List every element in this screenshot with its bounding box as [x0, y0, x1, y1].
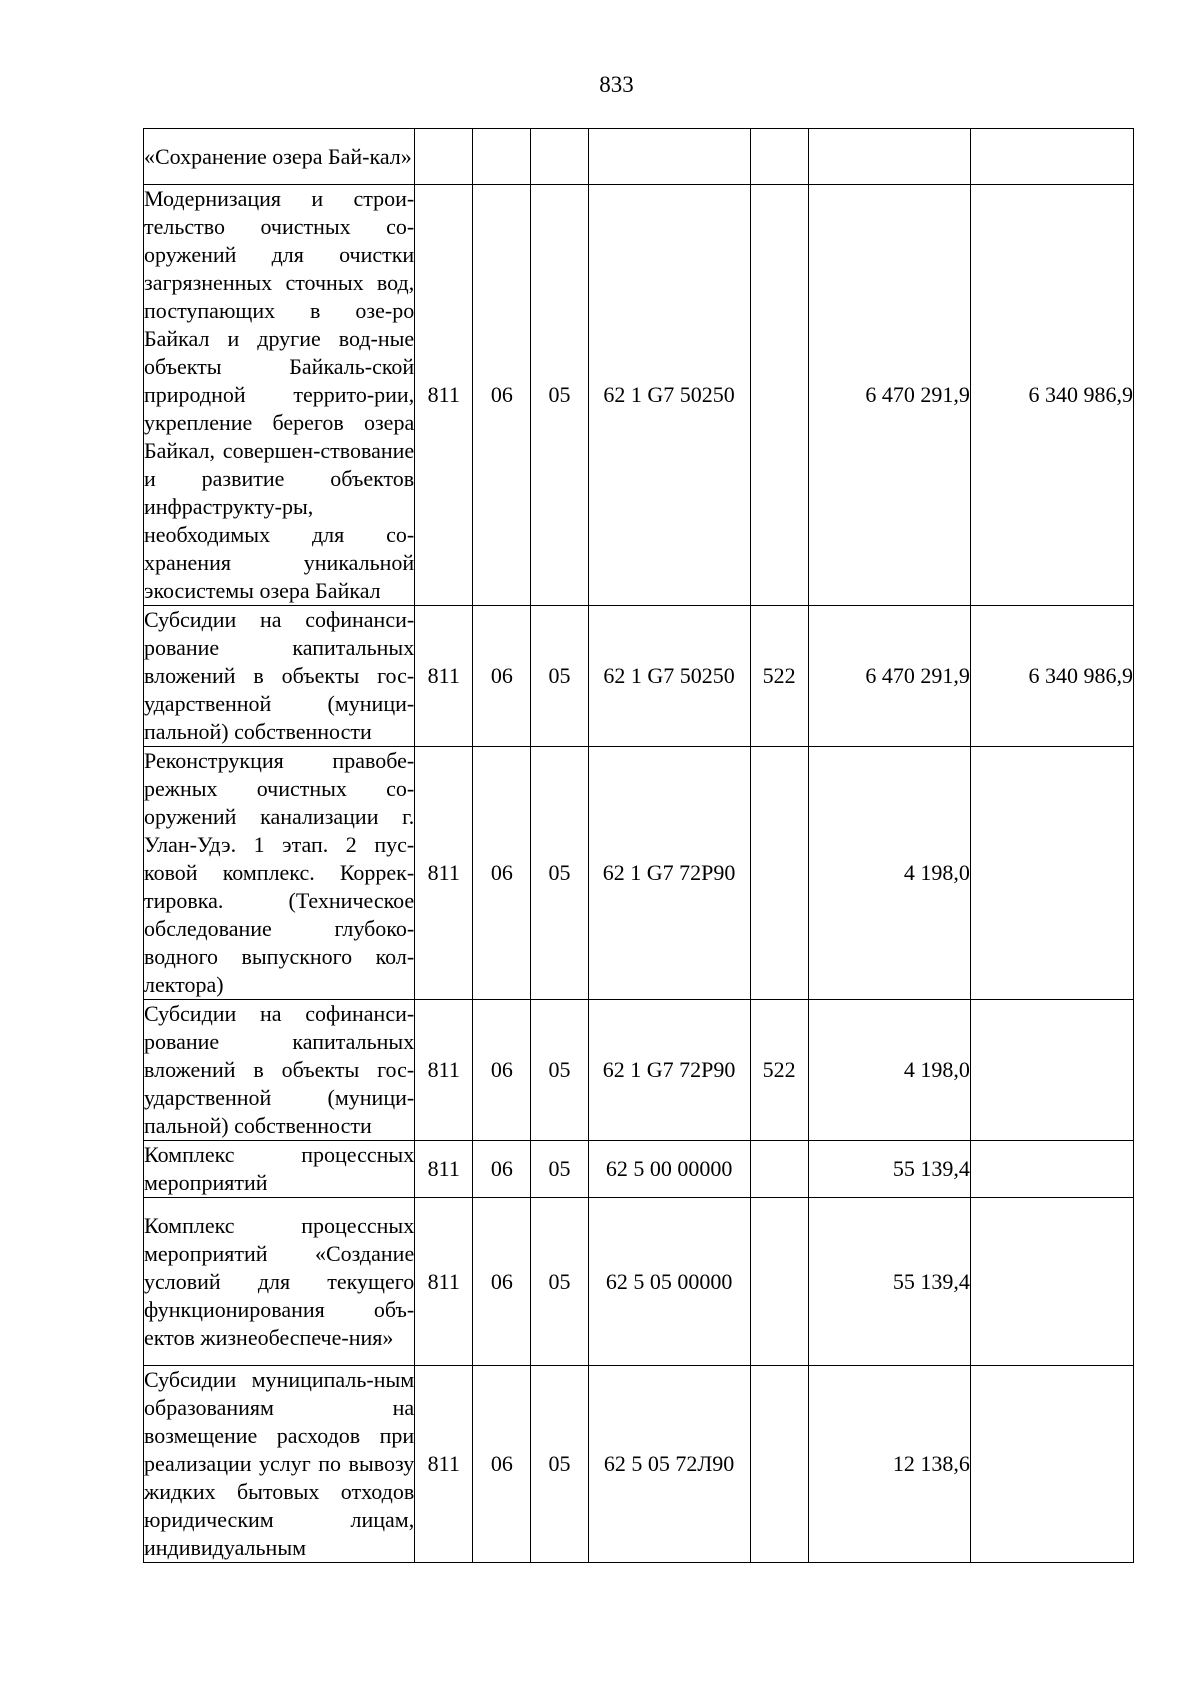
- ministry-code: 811: [415, 606, 473, 747]
- table-row: [144, 1000, 1134, 1141]
- target-article: 62 5 05 72Л90: [588, 1366, 750, 1563]
- table-row: [144, 606, 1134, 747]
- subsection-code: 05: [531, 1198, 588, 1366]
- section-code: 06: [473, 606, 531, 747]
- amount-1: 55 139,4: [808, 1198, 970, 1366]
- amount-1: 6 470 291,9: [808, 185, 970, 606]
- subsection-code: 05: [531, 1141, 588, 1198]
- section-code: 06: [473, 1366, 531, 1563]
- row-name: Субсидии на софинанси-рование капитальных вложений в объекты гос-ударственной (муници-пальной) собственности: [144, 1000, 415, 1141]
- expense-type: 522: [750, 1000, 808, 1141]
- ministry-code: 811: [415, 1198, 473, 1366]
- section-code: 06: [473, 185, 531, 606]
- target-article: 62 5 00 00000: [588, 1141, 750, 1198]
- section-code: [473, 129, 531, 185]
- ministry-code: 811: [415, 1000, 473, 1141]
- row-name: Субсидии на софинанси-рование капитальных вложений в объекты гос-ударственной (муници-пальной) собственности: [144, 606, 415, 747]
- amount-2: [970, 747, 1133, 1000]
- ministry-code: [415, 129, 473, 185]
- amount-2: 6 340 986,9: [970, 185, 1133, 606]
- row-name: Комплекс процессных мероприятий «Создание условий для текущего функционирования объ-ектов жизнеобеспече-ния»: [144, 1198, 415, 1366]
- amount-1: 6 470 291,9: [808, 606, 970, 747]
- table-row: [144, 129, 1134, 185]
- subsection-code: 05: [531, 185, 588, 606]
- expense-type: [750, 129, 808, 185]
- expense-type: 522: [750, 606, 808, 747]
- subsection-code: 05: [531, 747, 588, 1000]
- subsection-code: [531, 129, 588, 185]
- target-article: 62 1 G7 72Р90: [588, 747, 750, 1000]
- row-name: «Сохранение озера Бай-кал»: [144, 129, 415, 185]
- table-row: [144, 747, 1134, 1000]
- expense-type: [750, 747, 808, 1000]
- section-code: 06: [473, 747, 531, 1000]
- subsection-code: 05: [531, 1000, 588, 1141]
- amount-1: 12 138,6: [808, 1366, 970, 1563]
- target-article: 62 1 G7 50250: [588, 606, 750, 747]
- amount-1: 4 198,0: [808, 747, 970, 1000]
- ministry-code: 811: [415, 1366, 473, 1563]
- amount-2: [970, 1141, 1133, 1198]
- target-article: 62 5 05 00000: [588, 1198, 750, 1366]
- expense-type: [750, 1366, 808, 1563]
- subsection-code: 05: [531, 1366, 588, 1563]
- amount-2: [970, 129, 1133, 185]
- section-code: 06: [473, 1000, 531, 1141]
- table-row: [144, 1366, 1134, 1563]
- section-code: 06: [473, 1198, 531, 1366]
- target-article: 62 1 G7 50250: [588, 185, 750, 606]
- amount-1: [808, 129, 970, 185]
- row-name: Субсидии муниципаль-ным образованиям на возмещение расходов при реализации услуг по вывозу жидких бытовых отходов юридическим лицам, индивидуальным: [144, 1366, 415, 1563]
- amount-2: [970, 1366, 1133, 1563]
- expense-type: [750, 1141, 808, 1198]
- expense-type: [750, 185, 808, 606]
- amount-2: 6 340 986,9: [970, 606, 1133, 747]
- amount-2: [970, 1198, 1133, 1366]
- section-code: 06: [473, 1141, 531, 1198]
- ministry-code: 811: [415, 747, 473, 1000]
- row-name: Реконструкция правобе-режных очистных со-оружений канализации г. Улан-Удэ. 1 этап. 2 пус-ковой комплекс. Коррек-тировка. (Техническое обследование глубоко-водного выпускного кол-лектора): [144, 747, 415, 1000]
- budget-table: [143, 128, 1134, 1563]
- ministry-code: 811: [415, 185, 473, 606]
- expense-type: [750, 1198, 808, 1366]
- table-row: [144, 1141, 1134, 1198]
- target-article: 62 1 G7 72Р90: [588, 1000, 750, 1141]
- amount-1: 55 139,4: [808, 1141, 970, 1198]
- target-article: [588, 129, 750, 185]
- subsection-code: 05: [531, 606, 588, 747]
- ministry-code: 811: [415, 1141, 473, 1198]
- row-name: Модернизация и строи-тельство очистных со-оружений для очистки загрязненных сточных вод, поступающих в озе-ро Байкал и другие вод-ные объекты Байкаль-ской природной террито-рии, укрепление берегов озера Байкал, совершен-ствование и развитие объектов инфраструкту-ры, необходимых для со-хранения уникальной экосистемы озера Байкал: [144, 185, 415, 606]
- amount-1: 4 198,0: [808, 1000, 970, 1141]
- row-name: Комплекс процессных мероприятий: [144, 1141, 415, 1198]
- table-row: [144, 185, 1134, 606]
- table-row: [144, 1198, 1134, 1366]
- page-number: 833: [599, 72, 634, 97]
- amount-2: [970, 1000, 1133, 1141]
